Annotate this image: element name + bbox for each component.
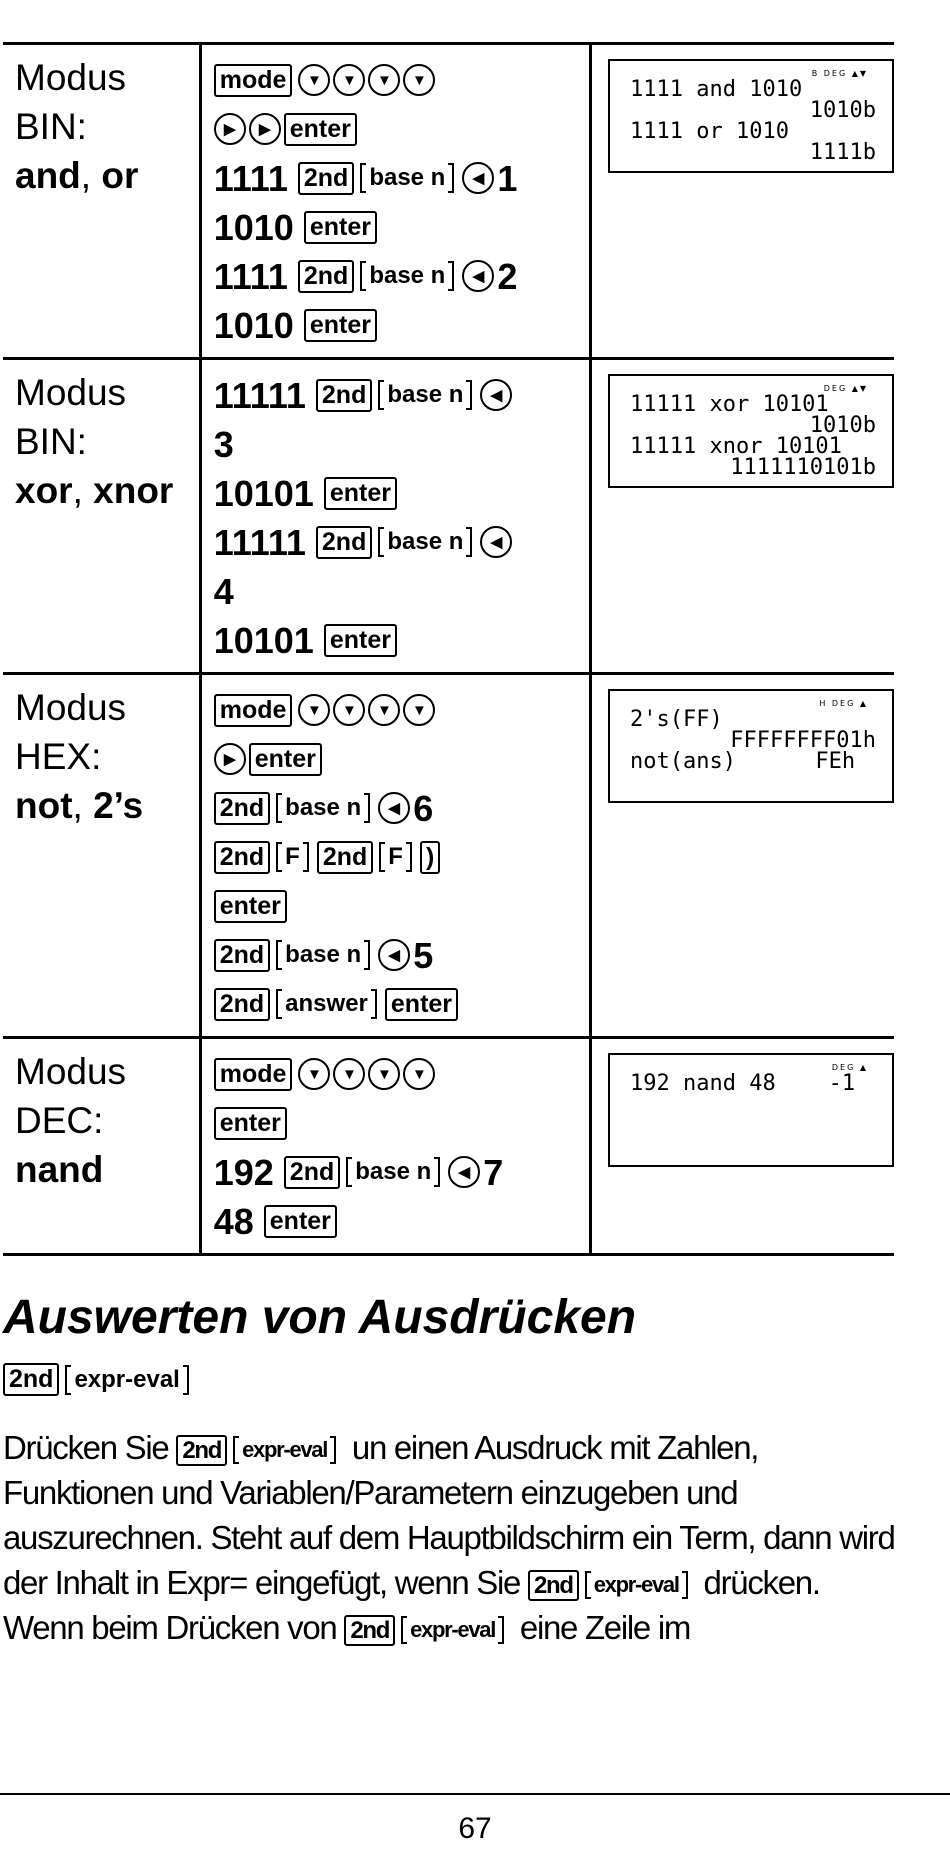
keystroke-line <box>214 298 589 347</box>
calculator-key: 2nd <box>214 841 270 874</box>
left-arrow-icon: ◀ <box>378 792 410 824</box>
keystroke-line <box>214 1047 589 1096</box>
second-function-key: base n <box>360 163 454 193</box>
mode-cell <box>3 44 200 359</box>
down-arrow-icon: ▼ <box>298 694 330 726</box>
keystroke-number: 1010 <box>213 206 294 248</box>
keystroke-number: 1 <box>497 157 518 199</box>
footer-rule <box>0 1793 950 1795</box>
keystroke-number: 192 <box>213 1151 274 1193</box>
screen-line: 2's(FF) <box>630 707 723 732</box>
keystroke-line <box>214 1145 589 1194</box>
expr-eval-key: expr-eval <box>401 1616 504 1644</box>
operation-line <box>15 781 199 830</box>
mode-name: BIN: <box>15 106 87 147</box>
down-arrow-icon: ▼ <box>403 64 435 96</box>
operation-line <box>15 1145 199 1194</box>
calculator-screen <box>608 374 894 488</box>
calculator-key: enter <box>324 477 397 510</box>
calculator-key: mode <box>214 1058 293 1091</box>
down-arrow-icon: ▼ <box>368 64 400 96</box>
keystroke-number: 1111 <box>213 157 288 199</box>
screen-line: 1111110101b <box>730 455 876 480</box>
keystroke-line <box>214 102 589 151</box>
keystroke-line <box>214 1194 589 1243</box>
calculator-key: 2nd <box>214 988 270 1021</box>
screen-line: not(ans) FEh <box>630 749 856 774</box>
left-arrow-icon: ◀ <box>462 260 494 292</box>
mode-name: DEC: <box>15 1100 104 1141</box>
down-arrow-icon: ▼ <box>333 1058 365 1090</box>
operation-line <box>15 466 199 515</box>
screen-line: 192 nand 48 -1 <box>630 1071 856 1096</box>
calculator-key: 2nd <box>214 792 270 825</box>
keystroke-line <box>214 200 589 249</box>
mode-label: Modus <box>15 57 127 98</box>
keystroke-cell <box>200 44 590 359</box>
calculator-key: enter <box>324 624 397 657</box>
keystroke-line <box>214 732 589 781</box>
down-arrow-icon: ▼ <box>333 64 365 96</box>
2nd-key: 2nd <box>344 1615 395 1646</box>
right-arrow-icon: ▶ <box>214 743 246 775</box>
mode-name: HEX: <box>15 736 102 777</box>
screen-cell <box>591 359 895 674</box>
keystroke-line <box>214 515 589 564</box>
left-arrow-icon: ◀ <box>480 379 512 411</box>
keystroke-line <box>214 928 589 977</box>
screen-lines <box>630 709 876 772</box>
keystroke-number: 10101 <box>213 619 314 661</box>
second-function-key: F <box>379 842 412 872</box>
down-arrow-icon: ▼ <box>403 694 435 726</box>
para-text-1: Drücken Sie <box>3 1429 169 1466</box>
calculator-key: mode <box>214 694 293 727</box>
table-row <box>3 44 894 359</box>
operation-name: nand <box>15 1149 104 1190</box>
left-arrow-icon: ◀ <box>480 526 512 558</box>
calculator-screen <box>608 689 894 803</box>
screen-indicators: DEG ▲ <box>831 1063 868 1072</box>
second-function-key: base n <box>378 380 472 410</box>
para-text-2: un einen Ausdruck mit Zahlen, Funktionen und Variablen/Parametern einzugeben und auszurechnen. Steht auf dem Hauptbildschirm ein Term, dann wird der Inhalt in Expr= eingefügt, wenn Sie <box>3 1429 895 1601</box>
keystroke-number: 7 <box>483 1151 504 1193</box>
keystroke-line <box>214 781 589 830</box>
keystroke-line <box>214 830 589 879</box>
keystroke-line <box>214 977 589 1026</box>
operation-name: or <box>101 155 139 196</box>
screen-indicators: H DEG ▲ <box>819 699 868 708</box>
mode-cell <box>3 1038 200 1255</box>
keystroke-number: 1111 <box>213 255 288 297</box>
right-arrow-icon: ▶ <box>249 113 281 145</box>
calculator-key: enter <box>304 309 377 342</box>
screen-line: 1010b <box>809 413 876 438</box>
calculator-key: enter <box>284 113 357 146</box>
second-function-key: answer <box>276 989 377 1019</box>
expr-eval-key: expr-eval <box>65 1365 188 1395</box>
keystroke-line <box>214 151 589 200</box>
left-arrow-icon: ◀ <box>378 939 410 971</box>
screen-lines <box>630 79 876 163</box>
screen-cell <box>591 44 895 359</box>
keystroke-line <box>214 879 589 928</box>
second-function-key: F <box>276 842 309 872</box>
keystroke-line <box>214 466 589 515</box>
screen-line: 1010b <box>809 98 876 123</box>
second-function-key: base n <box>276 793 370 823</box>
para-text-3: drücken. Wenn beim Drücken von <box>3 1564 820 1646</box>
calculator-key: 2nd <box>316 526 372 559</box>
down-arrow-icon: ▼ <box>368 694 400 726</box>
calculator-key: enter <box>264 1205 337 1238</box>
second-function-key: base n <box>378 527 472 557</box>
down-arrow-icon: ▼ <box>333 694 365 726</box>
calculator-key: enter <box>304 211 377 244</box>
down-arrow-icon: ▼ <box>298 64 330 96</box>
mode-cell <box>3 359 200 674</box>
section-title: Auswerten von Ausdrücken <box>3 1291 637 1344</box>
calculator-key: 2nd <box>214 939 270 972</box>
operation-name: not <box>15 785 73 826</box>
calculator-screen <box>608 1053 894 1167</box>
para-text-4: eine Zeile im <box>519 1609 691 1646</box>
calculator-screen <box>608 59 894 173</box>
calculator-key: enter <box>249 743 322 776</box>
screen-lines <box>630 394 876 478</box>
screen-line: FFFFFFFF01h <box>730 728 876 753</box>
table-row <box>3 359 894 674</box>
operation-name: xor <box>15 470 73 511</box>
keystroke-number: 11111 <box>213 374 306 416</box>
operation-line <box>15 151 199 200</box>
screen-cell <box>591 674 895 1038</box>
2nd-key: 2nd <box>176 1435 227 1466</box>
calculator-key: 2nd <box>298 260 354 293</box>
keystroke-number: 48 <box>213 1200 254 1242</box>
calculator-key: enter <box>214 890 287 923</box>
expr-eval-key: expr-eval <box>585 1571 688 1599</box>
mode-label: Modus <box>15 372 127 413</box>
keystroke-number: 10101 <box>213 472 314 514</box>
screen-line: 11111 xor 10101 <box>630 392 829 417</box>
keystroke-cell <box>200 674 590 1038</box>
keystroke-number: 5 <box>413 934 434 976</box>
screen-indicators: B DEG ▲▼ <box>811 69 868 78</box>
mode-label: Modus <box>15 1051 127 1092</box>
left-arrow-icon: ◀ <box>448 1156 480 1188</box>
keystroke-line <box>214 368 589 417</box>
second-function-key: base n <box>346 1157 440 1187</box>
second-function-key: base n <box>360 261 454 291</box>
keystroke-line <box>214 53 589 102</box>
keystroke-number: 4 <box>213 570 234 612</box>
operation-name: , <box>72 470 94 511</box>
calculator-key: enter <box>385 988 458 1021</box>
keystroke-number: 6 <box>413 787 434 829</box>
calculator-key: enter <box>214 1107 287 1140</box>
keystroke-number: 11111 <box>213 521 306 563</box>
table-row <box>3 1038 894 1255</box>
keystroke-line <box>214 417 589 466</box>
keystroke-table-body <box>3 44 894 1255</box>
screen-line: 11111 xnor 10101 <box>630 434 842 459</box>
screen-lines <box>630 1073 876 1094</box>
screen-line: 1111b <box>809 140 876 165</box>
second-function-key: base n <box>276 940 370 970</box>
keystroke-line <box>214 683 589 732</box>
screen-cell <box>591 1038 895 1255</box>
keystroke-line <box>214 1096 589 1145</box>
keystroke-number: 1010 <box>213 304 294 346</box>
calculator-key: 2nd <box>298 162 354 195</box>
left-arrow-icon: ◀ <box>462 162 494 194</box>
table-row <box>3 674 894 1038</box>
keystroke-number: 2 <box>497 255 518 297</box>
mode-cell <box>3 674 200 1038</box>
down-arrow-icon: ▼ <box>368 1058 400 1090</box>
screen-line: 1111 and 1010 <box>630 77 803 102</box>
operation-name: 2’s <box>93 785 144 826</box>
operation-name: , <box>72 785 94 826</box>
right-arrow-icon: ▶ <box>214 113 246 145</box>
operation-name: xnor <box>93 470 174 511</box>
keystroke-cell <box>200 1038 590 1255</box>
calculator-key: ) <box>420 841 440 874</box>
down-arrow-icon: ▼ <box>403 1058 435 1090</box>
keystroke-table <box>3 42 894 1256</box>
body-paragraph <box>3 1425 903 1650</box>
down-arrow-icon: ▼ <box>298 1058 330 1090</box>
keystroke-line <box>214 613 589 662</box>
keystroke-line <box>214 249 589 298</box>
2nd-key: 2nd <box>528 1570 579 1601</box>
expr-eval-key: expr-eval <box>233 1436 336 1464</box>
calculator-key: 2nd <box>316 379 372 412</box>
operation-name: , <box>80 155 102 196</box>
page-number: 67 <box>458 1812 492 1845</box>
keystroke-cell <box>200 359 590 674</box>
2nd-key: 2nd <box>3 1363 59 1396</box>
mode-name: BIN: <box>15 421 87 462</box>
calculator-key: 2nd <box>284 1156 340 1189</box>
screen-indicators: DEG ▲▼ <box>823 384 868 393</box>
operation-name: and <box>15 155 81 196</box>
screen-line: 1111 or 1010 <box>630 119 789 144</box>
expr-eval-keystroke <box>3 1363 197 1396</box>
mode-label: Modus <box>15 687 127 728</box>
calculator-key: 2nd <box>317 841 373 874</box>
keystroke-number: 3 <box>213 423 234 465</box>
calculator-key: mode <box>214 64 293 97</box>
keystroke-line <box>214 564 589 613</box>
